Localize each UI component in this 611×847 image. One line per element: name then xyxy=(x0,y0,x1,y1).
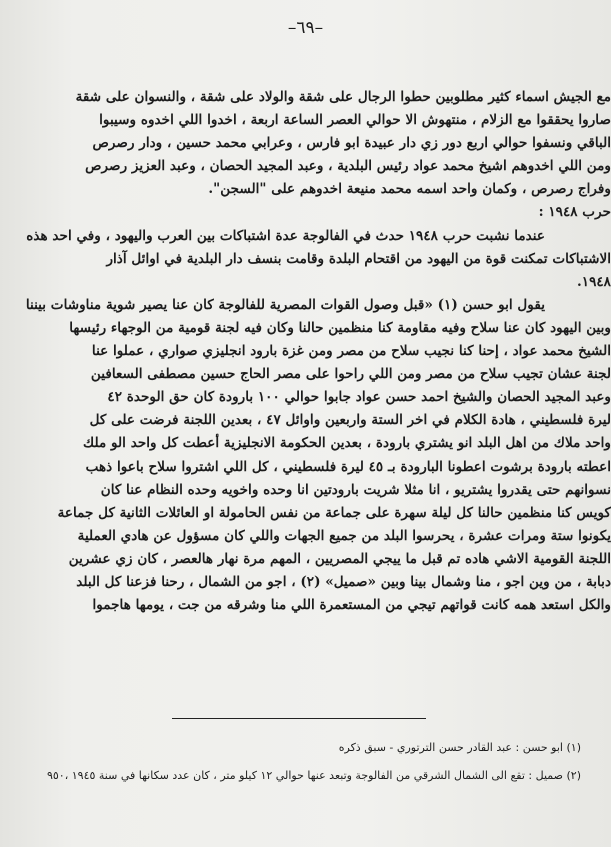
text-line: ليرة فلسطيني ، هادة الكلام في اخر الستة واربعين واوائل ٤٧ ، بعدين اللجنة فرضت على كل xyxy=(89,412,611,429)
text-line: والكل استعد همه كانت قواتهم تيجي من المستعمرة اللي منا وشرقه من جت ، يومها هاجموا xyxy=(92,597,611,614)
text-line: مع الجيش اسماء كثير مطلوبين حطوا الرجال على شقة والولاد على شقة ، والنسوان على شقة xyxy=(75,89,611,105)
text-line: وفراج رصرص ، وكمان واحد اسمه محمد منيعة اخدوهم على "السجن". xyxy=(208,181,611,198)
text-line: نسوانهم حتى يقدروا يشتريو ، انا مثلا شريت بارودتين انا وحده واخويه وحده النظام عنا كان xyxy=(100,481,611,498)
text-line: وبين اليهود كان عنا سلاح وفيه مقاومة كنا منظمين حالنا وكان فيه لجنة قومية من الوجهاء رئيسها xyxy=(69,319,611,336)
section-heading: حرب ١٩٤٨ : xyxy=(538,204,611,221)
footnote-2: (٢) صميل : تقع الى الشمال الشرقي من الفالوجة وتبعد عنها حوالي ١٢ كيلو متر ، كان عدد سكانها في سنة ١٩٤٥ ،٩٥٠ xyxy=(46,769,581,782)
footnotes xyxy=(0,740,611,784)
text-line: الباقي ونسفوا حوالي اربع دور زي دار عبيدة ابو فارس ، وعرابي محمد حسين ، ودار رصرص xyxy=(92,135,611,152)
text-line: ومن اللي اخدوهم اشيخ محمد عواد رئيس البلدية ، وعبد المجيد الحصان ، وعبد العزيز رصرص xyxy=(85,158,611,175)
text-line: يقول ابو حسن (١) «قبل وصول القوات المصرية للفالوجة كان عنا يصير شوية مناوشات بيننا xyxy=(25,296,545,313)
footnote-1: (١) ابو حسن : عبد القادر حسن الترتوري - سبق ذكره xyxy=(338,741,581,754)
text-line: اللجنة القومية الاشي هاده تم قبل ما ييجي المصريين ، المهم مرة نهار هالعصر ، كان زي عشرين xyxy=(68,550,611,567)
body-text xyxy=(0,86,611,617)
text-line: لجنة عشان تجيب سلاح من مصر ومن اللي راحوا على مصر الحاج حسين مصطفى السعافين xyxy=(90,366,611,383)
text-line: وعبد المجيد الحصان والشيخ احمد حسن عواد جابوا حوالي ١٠٠ بارودة كان حق الوحدة ٤٢ xyxy=(107,389,611,406)
text-line: واحد ملاك من اهل البلد انو يشتري بارودة ، بعدين الحكومة الانجليزية أعطت كل واحد الو ملك xyxy=(83,435,611,452)
text-line: صاروا يحققوا مع الزلام ، منتهوش الا حوالي العصر الساعة اربعة ، اخدوا اللي اخدوه وسيبوا xyxy=(99,112,611,129)
page-number: –٦٩– xyxy=(287,18,324,38)
text-line: دبابة ، من وين اجو ، منا وشمال بينا وبين «صميل» (٢) ، اجو من الشمال ، رحنا فزعنا كل البلد xyxy=(76,573,611,590)
text-line: عندما نشبت حرب ١٩٤٨ حدث في الفالوجة عدة اشتباكات بين العرب واليهود ، وفي احد هذه xyxy=(26,227,545,244)
footnote-divider xyxy=(172,718,426,719)
text-line: اعطته بارودة برشوت اعطونا البارودة بـ ٤٥ ليرة فلسطيني ، كل اللي اشتروا سلاح باعوا ذهب xyxy=(85,458,611,475)
text-line: يكونوا ستة ومرات عشرة ، يحرسوا البلد من جميع الجهات واللي كان مسؤول عن هادي العملية xyxy=(77,527,611,544)
text-line: الاشتباكات تمكنت قوة من اليهود من اقتحام البلدة وقامت بنسف دار البلدية في اوائل آذار xyxy=(106,250,611,267)
text-line: الشيخ محمد عواد ، إحنا كنا نجيب سلاح من مصر ومن غزة بارود انجليزي صواري ، عملوا عنا xyxy=(91,343,611,360)
text-line: ١٩٤٨. xyxy=(577,273,611,290)
text-line: كويس كنا منظمين حالنا كل ليلة سهرة على جماعة من نفس الحامولة او العائلات الثانية كل جماعة xyxy=(57,504,611,521)
